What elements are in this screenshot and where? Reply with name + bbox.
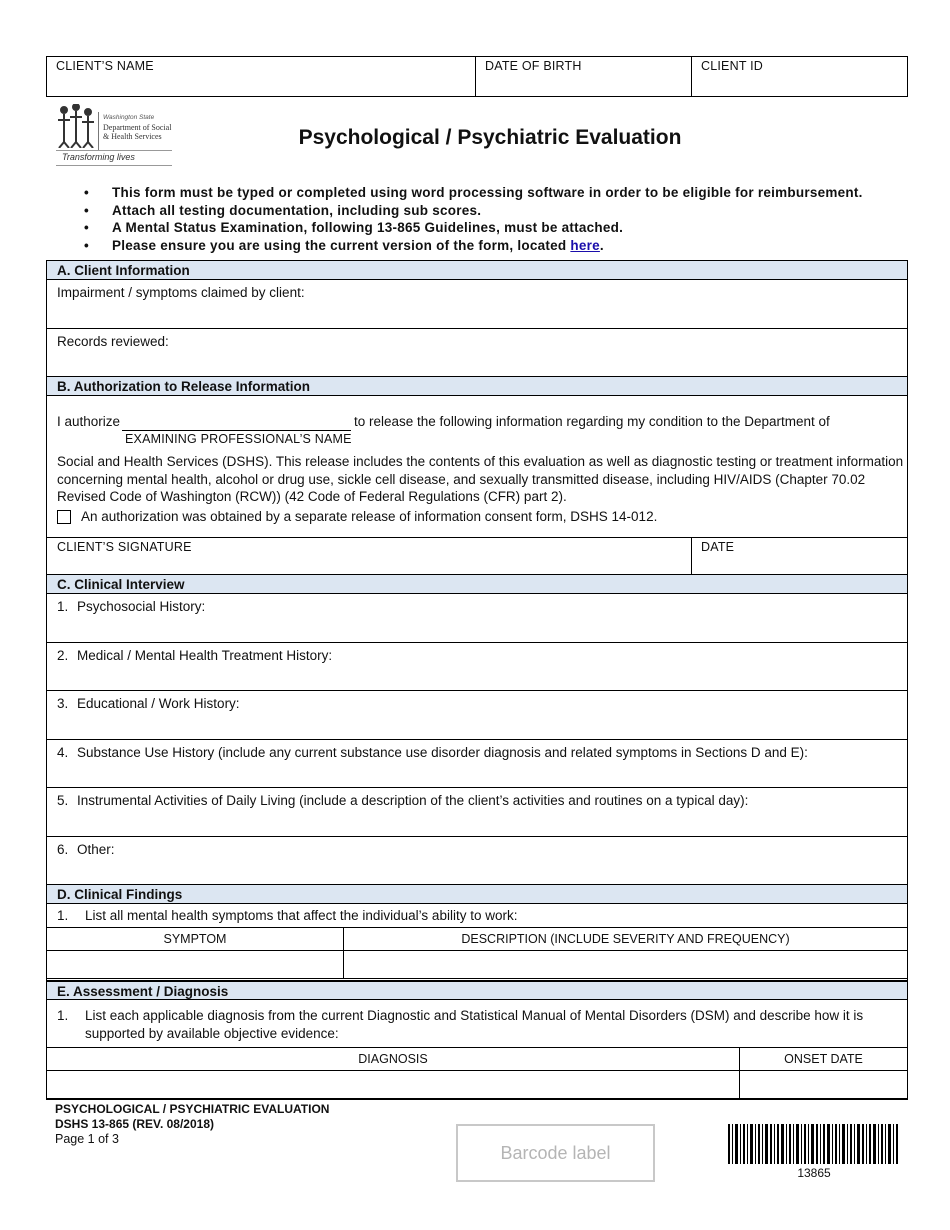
clinical-interview-item[interactable]: 1. Psychosocial History: <box>47 594 907 643</box>
footer-form-title: PSYCHOLOGICAL / PSYCHIATRIC EVALUATION <box>55 1102 330 1116</box>
footer-page-number: Page 1 of 3 <box>55 1132 119 1146</box>
section-a-heading: A. Client Information <box>47 260 907 280</box>
description-column-header: DESCRIPTION (INCLUDE SEVERITY AND FREQUENCY) <box>344 928 908 951</box>
clinical-interview-item[interactable]: 6. Other: <box>57 842 115 857</box>
release-text: Social and Health Services (DSHS). This release includes the contents of this evaluation as well as diagnostic testing or treatment information concerning mental health, alcohol or drug use, sickle cell disease, and sexually transmitted disease, including HIV/AIDS (Chapter 70.02 Revised Code of Washington (RCW)) (42 Code of Federal Regulations (CFR) part 2). <box>57 454 904 504</box>
symptom-column-header: SYMPTOM <box>47 928 344 951</box>
signature-date-label: DATE <box>701 540 735 554</box>
people-logo-icon <box>56 104 96 148</box>
authorize-prefix: I authorize <box>57 414 121 429</box>
authorize-suffix: to release the following information regarding my condition to the Department of <box>354 414 830 429</box>
form-location-link[interactable]: here <box>570 237 600 253</box>
signature-date-field[interactable] <box>692 538 907 575</box>
client-id-field[interactable] <box>692 57 907 96</box>
records-label: Records reviewed: <box>57 334 169 349</box>
clinical-interview-item[interactable]: 3. Educational / Work History: <box>47 691 907 740</box>
client-signature-field[interactable] <box>47 538 692 575</box>
dob-label: DATE OF BIRTH <box>485 59 582 73</box>
impairment-field[interactable] <box>47 280 907 329</box>
barcode-icon <box>728 1124 900 1164</box>
client-name-field[interactable] <box>47 57 476 96</box>
client-name-label: CLIENT’S NAME <box>56 59 154 73</box>
diagnosis-table <box>46 1047 908 1099</box>
separate-release-label: An authorization was obtained by a separate release of information consent form, DSHS 14-012. <box>81 509 658 524</box>
signature-row <box>47 537 907 575</box>
instruction-item: • This form must be typed or completed using word processing software in order to be eligible for reimbursement. <box>84 185 863 200</box>
instruction-item: • Please ensure you are using the current version of the form, located here. <box>84 237 604 253</box>
clinical-interview-item[interactable]: 5. Instrumental Activities of Daily Living (include a description of the client’s activities and routines on a typical day): <box>47 788 907 837</box>
clinical-interview-item[interactable]: 4. Substance Use History (include any current substance use disorder diagnosis and related symptoms in Sections D and E): <box>47 740 907 788</box>
diagnosis-column-header: DIAGNOSIS <box>47 1048 740 1071</box>
symptoms-instruction: 1. List all mental health symptoms that affect the individual’s ability to work: <box>57 908 518 923</box>
description-cell[interactable] <box>344 951 908 979</box>
dob-field[interactable] <box>476 57 692 96</box>
dshs-logo <box>56 104 172 166</box>
client-signature-label: CLIENT’S SIGNATURE <box>57 540 192 554</box>
symptoms-table <box>46 927 908 979</box>
authorization-block <box>47 397 907 537</box>
examiner-name-input[interactable] <box>122 414 351 431</box>
client-id-label: CLIENT ID <box>701 59 763 73</box>
logo-dept-line1: Department of Social <box>103 123 172 132</box>
evaluation-form <box>46 260 908 1100</box>
barcode-label-text: Barcode label <box>500 1143 611 1163</box>
records-field[interactable] <box>47 329 907 377</box>
barcode <box>728 1124 900 1184</box>
diagnosis-instruction: 1. List each applicable diagnosis from the current Diagnostic and Statistical Manual of Mental Disorders (DSM) and describe how it is supported by available objective evidence: <box>57 1008 864 1041</box>
impairment-label: Impairment / symptoms claimed by client: <box>57 285 305 300</box>
logo-dept-line2: & Health Services <box>103 132 162 141</box>
footer-form-number: DSHS 13-865 (REV. 08/2018) <box>55 1117 214 1131</box>
section-e-heading: E. Assessment / Diagnosis <box>47 980 907 1000</box>
barcode-label-box <box>456 1124 655 1182</box>
section-b-heading: B. Authorization to Release Information <box>47 376 907 396</box>
page-title: Psychological / Psychiatric Evaluation <box>298 126 682 149</box>
onset-date-cell[interactable] <box>740 1071 908 1099</box>
instructions-list <box>84 184 914 254</box>
clinical-interview-item[interactable]: 2. Medical / Mental Health Treatment History: <box>47 643 907 691</box>
diagnosis-cell[interactable] <box>47 1071 740 1099</box>
section-d-heading: D. Clinical Findings <box>47 884 907 904</box>
examiner-caption: EXAMINING PROFESSIONAL’S NAME <box>125 432 352 446</box>
instruction-item: • Attach all testing documentation, including sub scores. <box>84 202 482 218</box>
client-header-table <box>46 56 908 97</box>
barcode-number: 13865 <box>797 1166 831 1180</box>
onset-date-column-header: ONSET DATE <box>740 1048 908 1071</box>
instruction-item: • A Mental Status Examination, following 13-865 Guidelines, must be attached. <box>84 220 624 235</box>
logo-state: Washington State <box>103 114 155 121</box>
footer-form-info <box>55 1102 329 1147</box>
separate-release-checkbox[interactable] <box>57 510 71 524</box>
section-c-heading: C. Clinical Interview <box>47 574 907 594</box>
symptom-cell[interactable] <box>47 951 344 979</box>
logo-tagline: Transforming lives <box>62 152 135 162</box>
